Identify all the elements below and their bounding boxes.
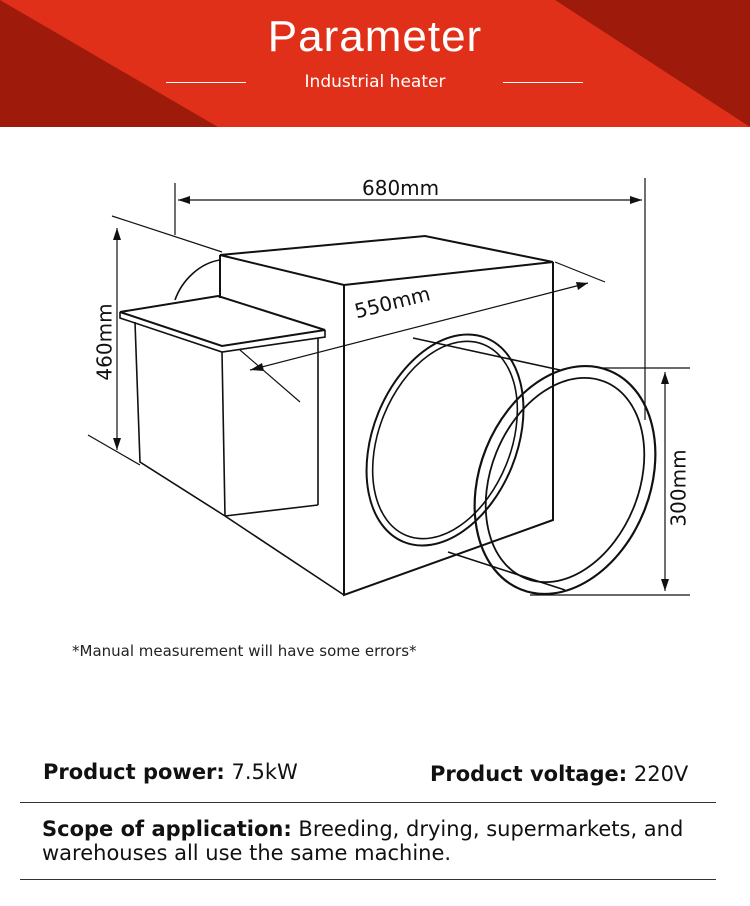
divider [20,879,716,880]
scope-spec [42,817,722,865]
header-banner [0,0,750,127]
voltage-spec [430,762,688,786]
power-value: 7.5kW [231,760,298,784]
page-subtitle: Industrial heater [304,72,446,92]
power-label: Product power: [43,760,225,784]
scope-label: Scope of application: [42,817,292,841]
page-title: Parameter [267,12,483,61]
depth-dimension-label: 550mm [352,281,433,324]
heater-line-drawing [0,127,750,647]
voltage-label: Product voltage: [430,762,628,786]
divider [20,802,716,803]
height-dimension-label: 460mm [92,303,117,381]
width-dimension-label: 680mm [362,176,440,200]
scope-value: Breeding, drying, supermarkets, and warehouses all use the same machine. [42,817,684,865]
measurement-note: *Manual measurement will have some errors* [72,642,417,660]
duct-dimension-label: 300mm [666,449,691,527]
voltage-value: 220V [633,762,689,786]
power-spec [43,760,298,784]
